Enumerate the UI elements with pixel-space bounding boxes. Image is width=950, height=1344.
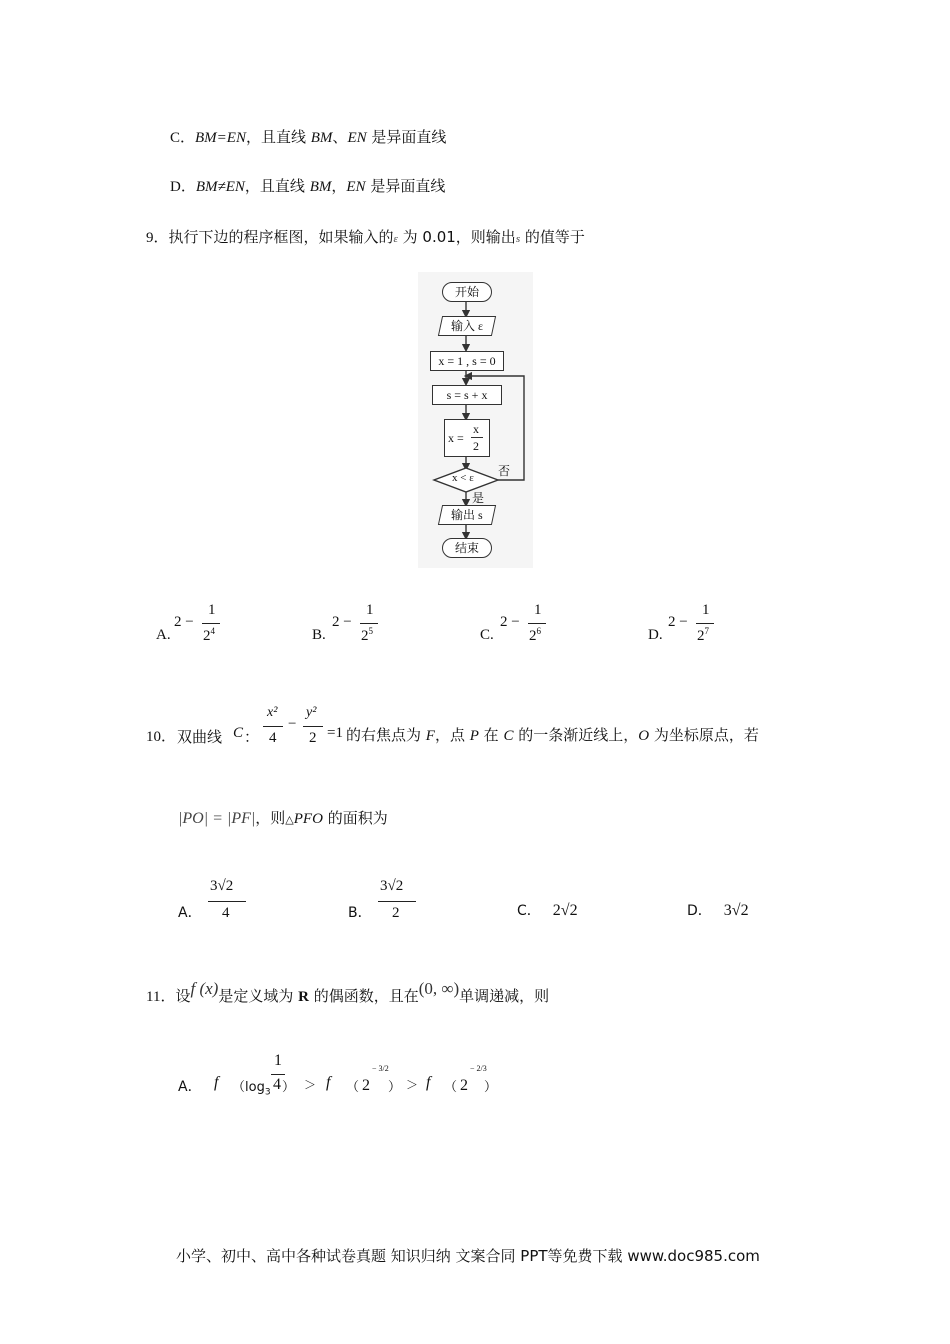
q10-stem-line1: 10． 双曲线 C ： x² 4 − y² 2 =1 的右焦点为 F，点 P 在 C 的一条渐近线上，O 为坐标原点，若: [146, 705, 759, 746]
flowchart-decision-label: x < ε: [452, 472, 474, 484]
q9-option-b-den: $2^5$: [361, 626, 373, 644]
q10-stem-line1-text: 的右焦点为 F，点 P 在 C 的一条渐近线上，O 为坐标原点，若: [346, 726, 759, 744]
flowchart-start: 开始: [442, 282, 492, 302]
q9-option-c: C. 2 − 1 $2^6$: [480, 600, 580, 650]
flowchart-step-sum: s = s + x: [432, 385, 502, 405]
q11-option-a: A． f （$\log_3$ 1 4 ） ＞ f （ 2 − 3/2 ） ＞ f （ 2 − 2/3 ）: [178, 1052, 498, 1098]
flowchart-end: 结束: [442, 538, 492, 558]
flowchart-output: 输出 s: [438, 505, 496, 525]
q9-option-a: A. 2 − 1 $2^4$: [156, 600, 256, 650]
q10-stem-line2: |PO| = |PF|，则△PFO 的面积为: [178, 809, 388, 827]
q10-option-c: C． 2√2: [517, 902, 578, 919]
flowchart-init: x = 1 , s = 0: [430, 351, 504, 371]
q9-stem: 9．执行下边的程序框图，如果输入的ε 为 0.01，则输出s 的值等于: [146, 228, 585, 246]
q9-option-d: D. 2 − 1 $2^7$: [648, 600, 748, 650]
q10-option-b: B． 3√2 2: [348, 878, 438, 928]
flowchart-no-label: 否: [498, 464, 511, 478]
page-footer: 小学、初中、高中各种试卷真题 知识归纳 文案合同 PPT等免费下载 www.doc985.com: [176, 1247, 760, 1265]
q10-option-d: D． 3√2: [687, 902, 749, 919]
flowchart-yes-label: 是: [472, 491, 485, 505]
flowchart-input: 输入 ε: [438, 316, 496, 336]
q9-option-a-den: $2^4$: [203, 626, 215, 644]
q9-option-c-den: $2^6$: [529, 626, 541, 644]
q9-option-d-den: $2^7$: [697, 626, 709, 644]
q8-option-d: D．BM≠EN，且直线 BM，EN 是异面直线: [170, 177, 446, 195]
q8-option-c: C．BM=EN，且直线 BM、EN 是异面直线: [170, 128, 447, 146]
q11-log-expr: （$\log_3$: [232, 1080, 271, 1098]
q9-option-b: B. 2 − 1 $2^5$: [312, 600, 412, 650]
flowchart: [418, 272, 533, 568]
q10-option-a: A． 3√2 4: [178, 878, 268, 928]
flowchart-step-halve: x = x 2: [444, 419, 490, 457]
q11-stem: 11．设f (x)是定义域为 R 的偶函数，且在(0, ∞)单调递减，则: [146, 979, 550, 1005]
